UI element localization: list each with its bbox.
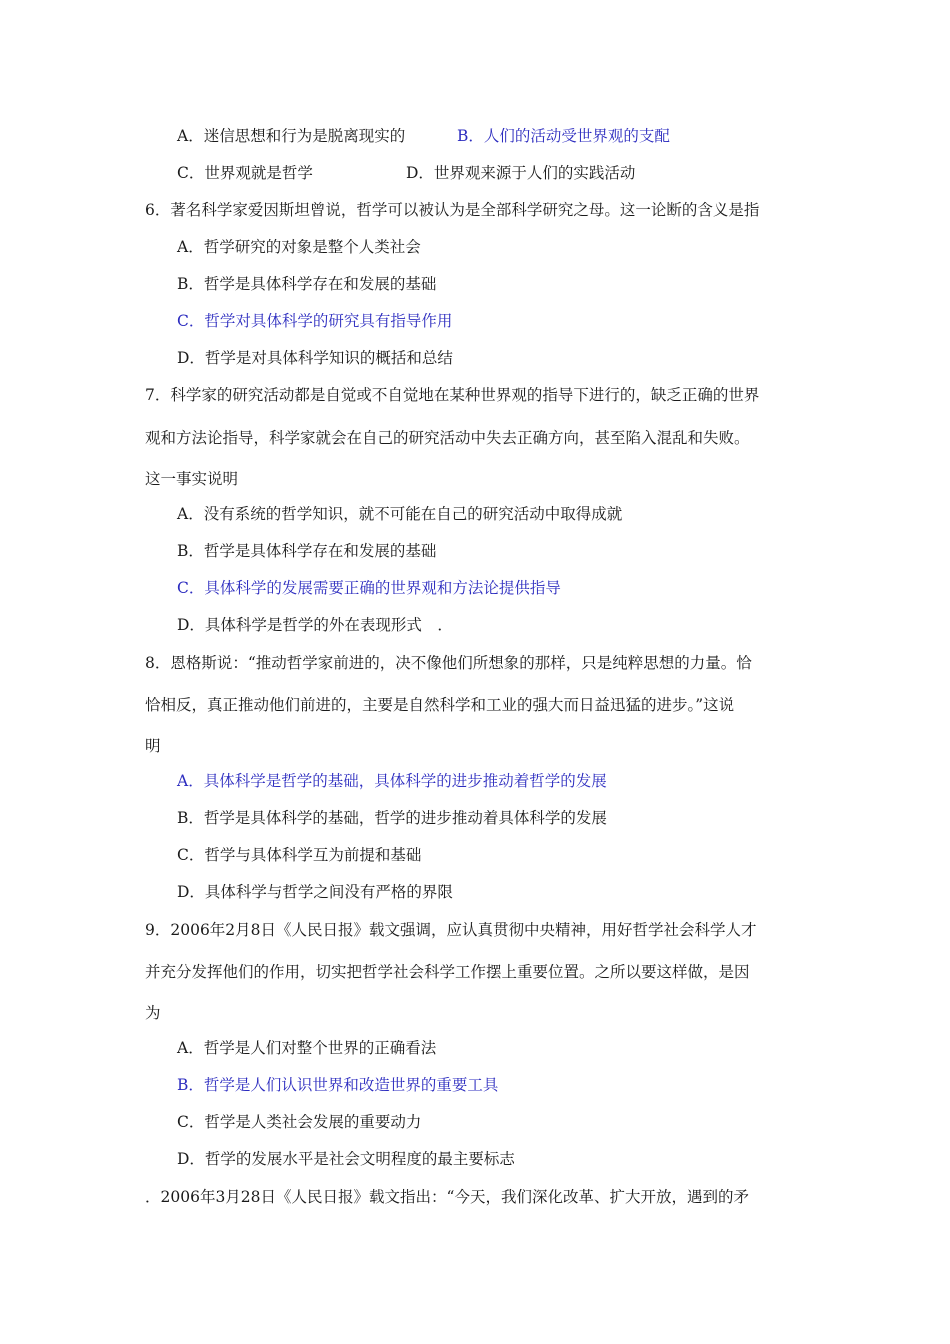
q9-option-b: B．哲学是人们认识世界和改造世界的重要工具 <box>177 1076 499 1094</box>
q5-option-b: B．人们的活动受世界观的支配 <box>457 127 670 145</box>
q8-stem-line1: 8．恩格斯说：“推动哲学家前进的，决不像他们所想象的那样，只是纯粹思想的力量。恰 <box>145 654 752 672</box>
q7-option-b: B．哲学是具体科学存在和发展的基础 <box>177 542 437 560</box>
q9-stem-line2: 并充分发挥他们的作用，切实把哲学社会科学工作摆上重要位置。之所以要这样做，是因 <box>145 963 750 981</box>
q5-option-d: D．世界观来源于人们的实践活动 <box>406 164 636 182</box>
q7-option-c: C．具体科学的发展需要正确的世界观和方法论提供指导 <box>177 579 561 597</box>
q8-stem-line3: 明 <box>145 737 161 755</box>
q8-option-b: B．哲学是具体科学的基础，哲学的进步推动着具体科学的发展 <box>177 809 607 827</box>
q6-option-a: A．哲学研究的对象是整个人类社会 <box>177 238 421 256</box>
q7-stem-line2: 观和方法论指导，科学家就会在自己的研究活动中失去正确方向，甚至陷入混乱和失败。 <box>145 429 750 447</box>
q8-option-a: A．具体科学是哲学的基础，具体科学的进步推动着哲学的发展 <box>177 772 607 790</box>
q9-stem-line1: 9．2006年2月8日《人民日报》载文强调，应认真贯彻中央精神，用好哲学社会科学人才 <box>145 921 757 939</box>
q6-option-d: D．哲学是对具体科学知识的概括和总结 <box>177 349 453 367</box>
q6-stem: 6．著名科学家爱因斯坦曾说，哲学可以被认为是全部科学研究之母。这一论断的含义是指 <box>145 201 760 219</box>
q7-option-a: A．没有系统的哲学知识，就不可能在自己的研究活动中取得成就 <box>177 505 623 523</box>
q8-option-c: C．哲学与具体科学互为前提和基础 <box>177 846 422 864</box>
q9-option-d: D．哲学的发展水平是社会文明程度的最主要标志 <box>177 1150 515 1168</box>
q10-stem-line1: ．2006年3月28日《人民日报》载文指出：“今天，我们深化改革、扩大开放，遇到的矛 <box>145 1188 749 1206</box>
q6-option-c: C．哲学对具体科学的研究具有指导作用 <box>177 312 453 330</box>
q7-option-d: D．具体科学是哲学的外在表现形式 ． <box>177 616 453 634</box>
q7-stem-line3: 这一事实说明 <box>145 470 239 488</box>
q9-stem-line3: 为 <box>145 1004 161 1022</box>
q6-option-b: B．哲学是具体科学存在和发展的基础 <box>177 275 437 293</box>
q9-option-a: A．哲学是人们对整个世界的正确看法 <box>177 1039 437 1057</box>
q8-stem-line2: 恰相反，真正推动他们前进的，主要是自然科学和工业的强大而日益迅猛的进步。”这说 <box>145 696 735 714</box>
q5-option-c: C．世界观就是哲学 <box>177 164 313 182</box>
q9-option-c: C．哲学是人类社会发展的重要动力 <box>177 1113 422 1131</box>
q7-stem-line1: 7．科学家的研究活动都是自觉或不自觉地在某种世界观的指导下进行的，缺乏正确的世界 <box>145 386 760 404</box>
q8-option-d: D．具体科学与哲学之间没有严格的界限 <box>177 883 453 901</box>
q5-option-a: A．迷信思想和行为是脱离现实的 <box>177 127 406 145</box>
